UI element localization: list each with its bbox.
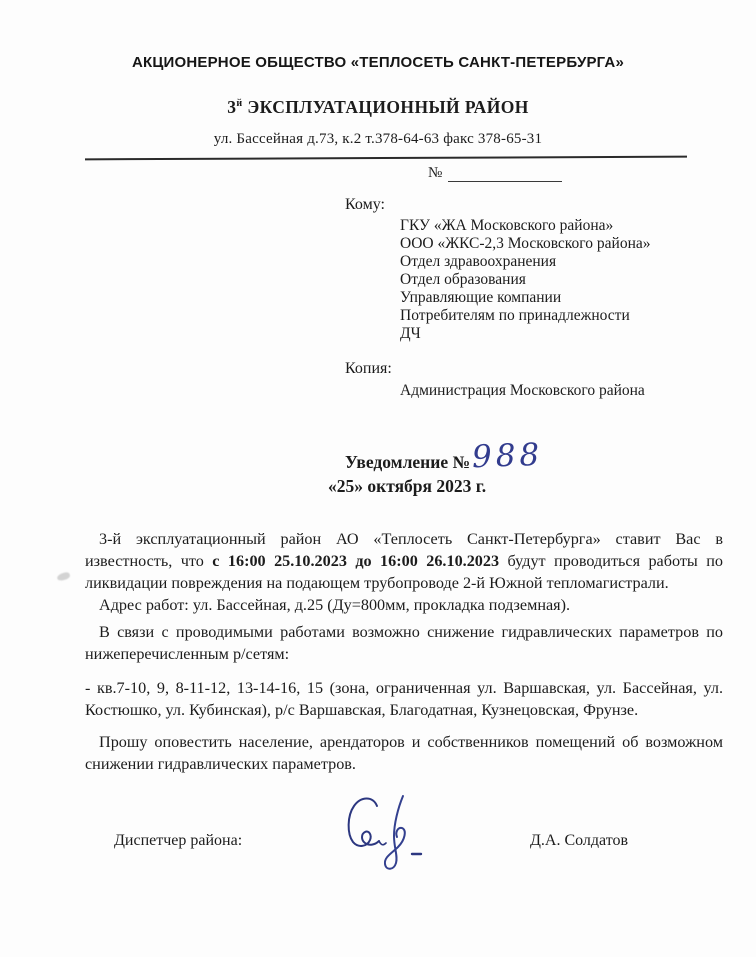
header-divider-line bbox=[85, 156, 687, 161]
recipient-list bbox=[400, 217, 651, 343]
organization-name: АКЦИОНЕРНОЕ ОБЩЕСТВО «ТЕПЛОСЕТЬ САНКТ-ПЕТЕРБУРГА» bbox=[131, 54, 625, 71]
district-number: 3 bbox=[227, 97, 237, 117]
signer-role-label: Диспетчер района: bbox=[114, 832, 243, 849]
paragraph-work-address: Адрес работ: ул. Бассейная, д.25 (Ду=800мм, прокладка подземная). bbox=[99, 596, 571, 614]
contact-line: ул. Бассейная д.73, к.2 т.378-64-63 факс 378-65-31 bbox=[213, 131, 543, 147]
works-period-bold: с 16:00 25.10.2023 до 16:00 26.10.2023 bbox=[212, 552, 500, 570]
paragraph-text: будут проводиться работы по ликвидации повреждения на подающем трубопроводе 2-й Южной тепломагистрали. bbox=[85, 552, 723, 592]
notice-body bbox=[85, 528, 723, 775]
document-number-blank-line bbox=[448, 167, 562, 182]
recipient-item: Управляющие компании bbox=[400, 289, 562, 306]
signature-icon bbox=[337, 790, 437, 875]
recipient-item: ДЧ bbox=[400, 325, 421, 342]
copy-label: Копия: bbox=[345, 360, 392, 377]
handwritten-notice-number: 988 bbox=[471, 436, 544, 476]
recipient-item: ООО «ЖКС-2,3 Московского района» bbox=[400, 235, 651, 252]
recipient-item: Отдел образования bbox=[400, 271, 526, 288]
district-number-suffix: й bbox=[236, 98, 243, 110]
document-number-row bbox=[428, 165, 562, 182]
recipient-item: ГКУ «ЖА Московского района» bbox=[400, 217, 614, 234]
notice-title: Уведомление № bbox=[345, 452, 471, 472]
district-title bbox=[0, 97, 756, 118]
paragraph-parameters-warning: В связи с проводимыми работами возможно снижение гидравлических параметров по нижеперечисленным р/сетям: bbox=[85, 623, 723, 663]
copy-recipient-list bbox=[400, 381, 645, 400]
paragraph-notify-request: Прошу оповестить население, арендаторов и собственников помещений об возможном снижении гидравлических параметров. bbox=[85, 733, 723, 773]
signer-name: Д.А. Солдатов bbox=[530, 832, 629, 849]
recipient-item: Отдел здравоохранения bbox=[400, 253, 557, 270]
paragraph-text: 3-й эксплуатационный район АО «Теплосеть Санкт-Петербурга» ставит Вас в известность, что bbox=[85, 530, 723, 570]
paragraph-works-announcement bbox=[85, 528, 723, 594]
paragraph-affected-networks: - кв.7-10, 9, 8-11-12, 13-14-16, 15 (зона, ограниченная ул. Варшавская, ул. Бассейная, ул. Костюшко, ул. Кубинская), р/с Варшавская, Благодатная, Кузнецовская, Фрунзе. bbox=[85, 679, 723, 719]
document-number-label: № bbox=[428, 165, 443, 181]
to-label: Кому: bbox=[345, 196, 385, 213]
recipient-item: Потребителям по принадлежности bbox=[400, 307, 630, 324]
notice-date: «25» октября 2023 г. bbox=[328, 476, 487, 496]
scan-smudge-artifact bbox=[56, 571, 70, 581]
copy-recipient-item: Администрация Московского района bbox=[400, 382, 645, 399]
district-name: ЭКСПЛУАТАЦИОННЫЙ РАЙОН bbox=[242, 97, 529, 117]
